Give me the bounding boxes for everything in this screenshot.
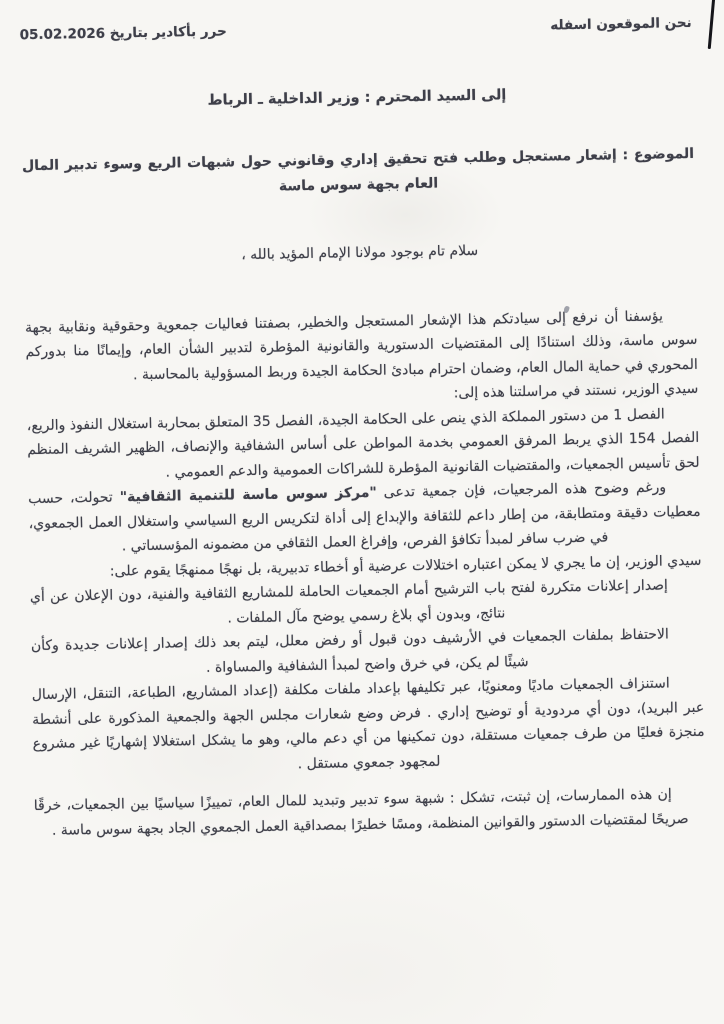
scan-edge-artifact (707, 0, 714, 49)
subject-label: الموضوع : (622, 145, 695, 164)
place-date-line: حرر بأكادير بتاريخ 05.02.2026 (19, 23, 227, 44)
paragraph-references: الفصل 1 من دستور المملكة الذي ينص على الحكامة الجيدة، الفصل 35 المتعلق بمحاربة استغلال النفوذ والريع، الفصل 154 الذي يربط المرفق العمومي بخدمة المواطن على أساس الشفافية والإنصاف، الظهير الشريف المنظم لحق تأسيس الجمعيات، والمقتضيات القانونية المؤطرة للشراكات العمومية والدعم العمومي . (26, 405, 700, 481)
letter-content (19, 0, 706, 843)
lead-practices: سيدي الوزير، إن ما يجري لا يمكن اعتباره اختلالات عرضية أو أخطاء تدبيرية، بل نهجًا ممنهجًا يقوم على: (109, 552, 702, 580)
subject-text: إشعار مستعجل وطلب فتح تحقيق إداري وقانوني حول شبهات الريع وسوء تدبير المال العام بجهة سوس ماسة (21, 147, 617, 194)
paragraph-association (28, 475, 701, 561)
paragraph-archives: الاحتفاظ بملفات الجمعيات في الأرشيف دون قبول أو رفض معلل، ليتم بعد ذلك إصدار إعلانات جديدة وكأن شيئًا لم يكن، في خرق واضح لمبدأ الشفافية والمساواة . (30, 626, 669, 676)
association-text-post: تحولت، حسب معطيات دقيقة ومتطابقة، من إطار داعم للثقافة والإبداع إلى أداة لتكريس الريع السياسي واستغلال العمل الجمعوي، في ضرب سافر لمبدأ تكافؤ الفرص، وإفراغ العمل الثقافي من مضمونه المؤسساتي . (28, 489, 701, 555)
letter-header (19, 0, 692, 48)
lead-references: سيدي الوزير، نستند في مراسلتنا هذه إلى: (453, 380, 699, 402)
paragraph-exhaustion: استنزاف الجمعيات ماديًا ومعنويًا، عبر تكليفها بإعداد ملفات مكلفة (إعداد المشاريع، الطباعة، التنقل، الإرسال عبر البريد)، دون أي مردودية أو توضيح إداري . فرض وضع شعارات مجلس الجهة والجمعية المذكورة على أنشطة منجزة فعليًا من طرف جمعيات مستقلة، دون تمكينها من أي دعم مالي، وهو ما يشكل استغلالا إشهاريًا غير مشروع لمجهود جمعوي مستقل . (31, 675, 705, 772)
paragraph-announcements: إصدار إعلانات متكررة لفتح باب الترشيح أمام الجمعيات الحاملة للمشاريع الثقافية والفنية، دون الإعلان عن أي نتائج، وبدون أي بلاغ رسمي يوضح مآل الملفات . (29, 577, 669, 627)
paragraph-conclusion: إن هذه الممارسات، إن ثبتت، تشكل : شبهة سوء تدبير وتبديد للمال العام، تمييزًا سياسيًا بين الجمعيات، خرقًا صريحًا لمقتضيات الدستور والقوانين المنظمة، ومسًا خطيرًا بمصداقية العمل الجمعوي الجاد بجهة سوس ماسة . (33, 786, 689, 839)
recipient-line: إلى السيد المحترم : وزير الداخلية ـ الرباط (207, 86, 507, 109)
association-name: "مركز سوس ماسة للتنمية الثقافية" (119, 484, 377, 506)
greeting-line: سلام تام بوجود مولانا الإمام المؤيد بالله ، (241, 242, 479, 264)
subject-line (22, 142, 695, 203)
association-text-pre: ورغم وضوح هذه المرجعيات، فإن جمعية تدعى (376, 479, 667, 501)
paragraph-intro: يؤسفنا أن نرفع إلى سيادتكم هذا الإشعار المستعجل والخطير، بصفتنا فعاليات جمعوية وحقوقية ونقابية بجهة سوس ماسة، وذلك استنادًا إلى المقتضيات الدستورية والقانونية المؤطرة لتدبير الشأن العام، وإيمانًا منا بدوركم المحوري في حماية المال العام، وضمان احترام مبادئ الحكامة الجيدة وربط المسؤولية بالمحاسبة . (24, 307, 698, 383)
signatories-line: نحن الموقعون اسفله (550, 14, 692, 34)
